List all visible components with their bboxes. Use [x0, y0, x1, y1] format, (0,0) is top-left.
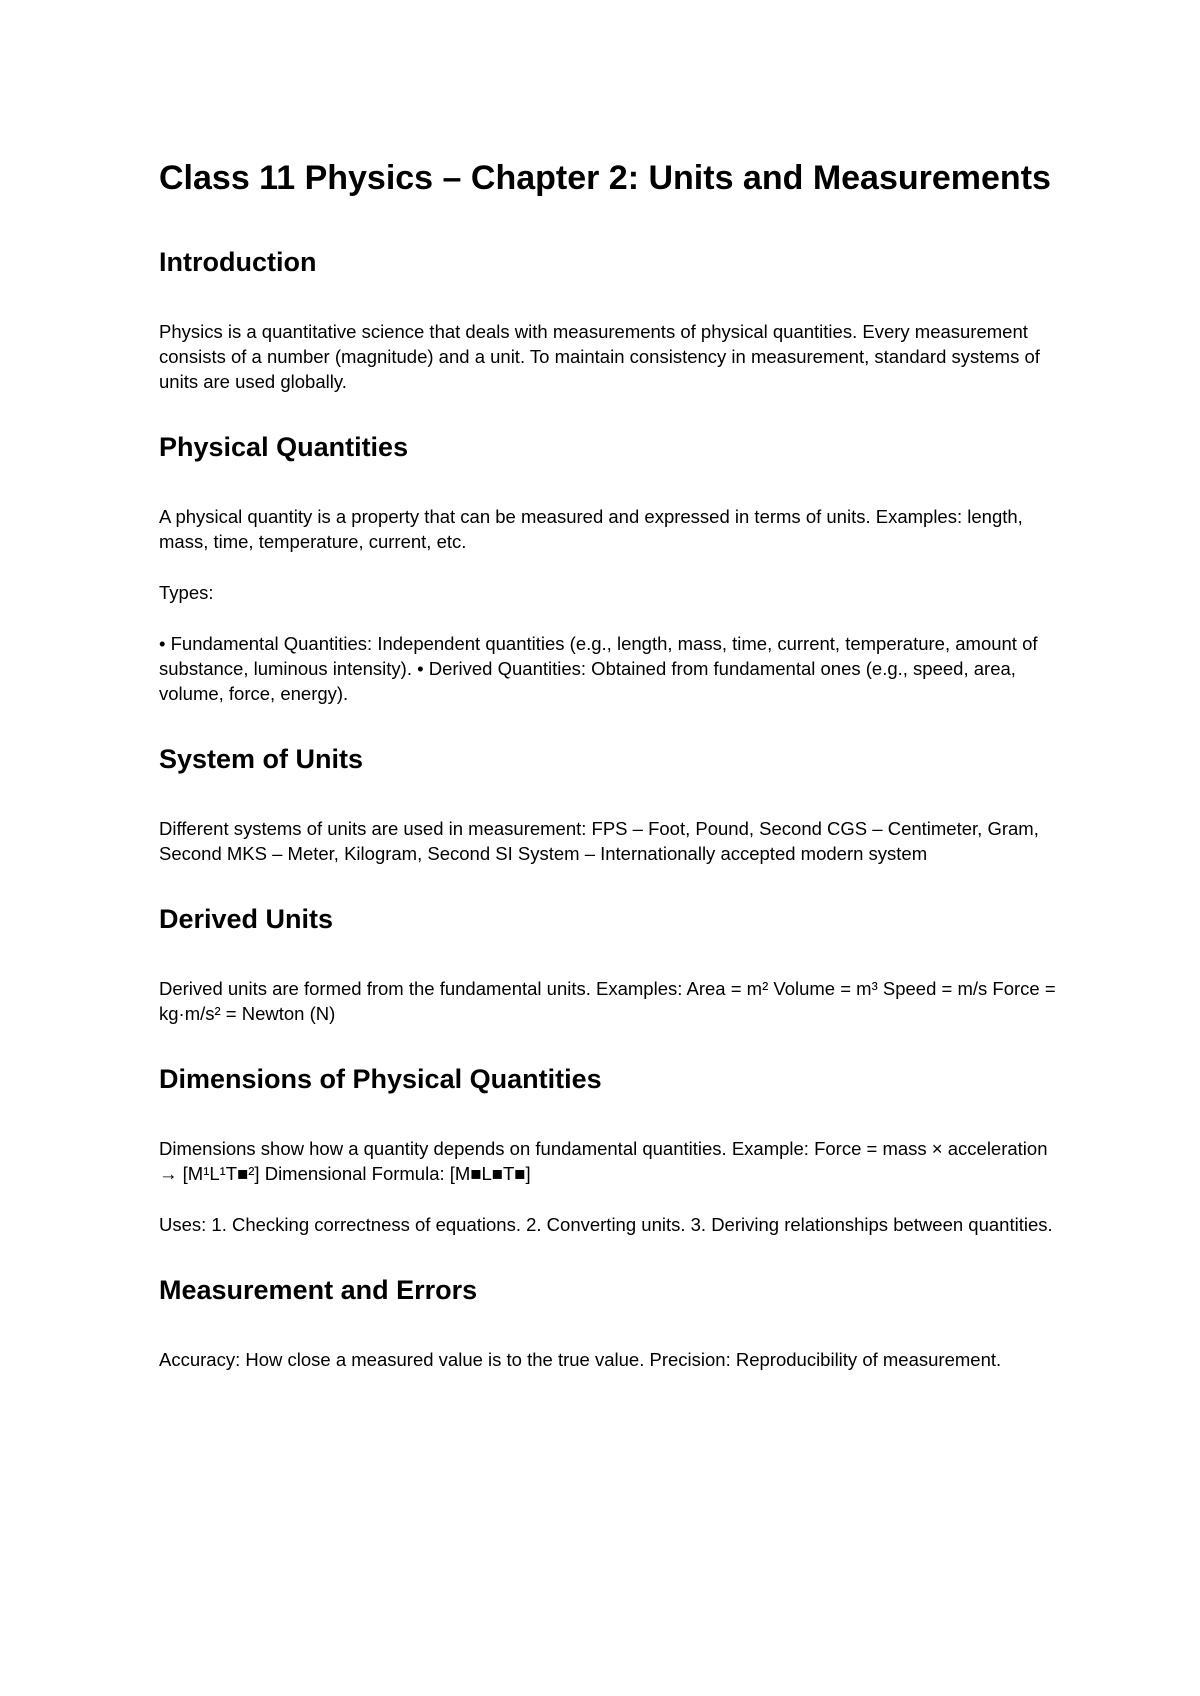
section-heading: Measurement and Errors [159, 1275, 478, 1305]
section-heading: Introduction [159, 247, 317, 277]
section-paragraph: Accuracy: How close a measured value is to the true value. Precision: Reproducibility of measurement. [159, 1349, 1002, 1370]
section-paragraph: Dimensions show how a quantity depends on fundamental quantities. Example: Force = mass × acceleration → [M¹L¹T■²] Dimensional Formula: [M■L■T■] [159, 1138, 1048, 1184]
section-heading: Dimensions of Physical Quantities [159, 1064, 602, 1094]
document-page [159, 155, 1059, 1398]
section-introduction [159, 245, 1059, 394]
section-derived-units [159, 902, 1059, 1026]
section-paragraph: Types: [159, 582, 214, 603]
section-heading: Physical Quantities [159, 432, 409, 462]
section-system-of-units [159, 742, 1059, 866]
section-measurement-errors [159, 1273, 1059, 1372]
section-dimensions [159, 1062, 1059, 1237]
section-paragraph: Physics is a quantitative science that deals with measurements of physical quantities. Every measurement consists of a number (magnitude) and a unit. To maintain consistency in measurement, standard systems of units are used globally. [159, 321, 1040, 392]
section-heading: System of Units [159, 744, 364, 774]
section-paragraph: Uses: 1. Checking correctness of equations. 2. Converting units. 3. Deriving relationships between quantities. [159, 1214, 1053, 1235]
section-heading: Derived Units [159, 904, 334, 934]
section-paragraph: • Fundamental Quantities: Independent quantities (e.g., length, mass, time, current, temperature, amount of substance, luminous intensity). • Derived Quantities: Obtained from fundamental ones (e.g., speed, area, volume, force, energy). [159, 633, 1038, 704]
section-physical-quantities [159, 430, 1059, 706]
section-paragraph: A physical quantity is a property that can be measured and expressed in terms of units. Examples: length, mass, time, temperature, current, etc. [159, 506, 1023, 552]
section-paragraph: Derived units are formed from the fundamental units. Examples: Area = m² Volume = m³ Speed = m/s Force = kg·m/s² = Newton (N) [159, 978, 1056, 1024]
document-title: Class 11 Physics – Chapter 2: Units and Measurements [159, 159, 1051, 197]
section-paragraph: Different systems of units are used in measurement: FPS – Foot, Pound, Second CGS – Centimeter, Gram, Second MKS – Meter, Kilogram, Second SI System – Internationally accepted modern system [159, 818, 1039, 864]
